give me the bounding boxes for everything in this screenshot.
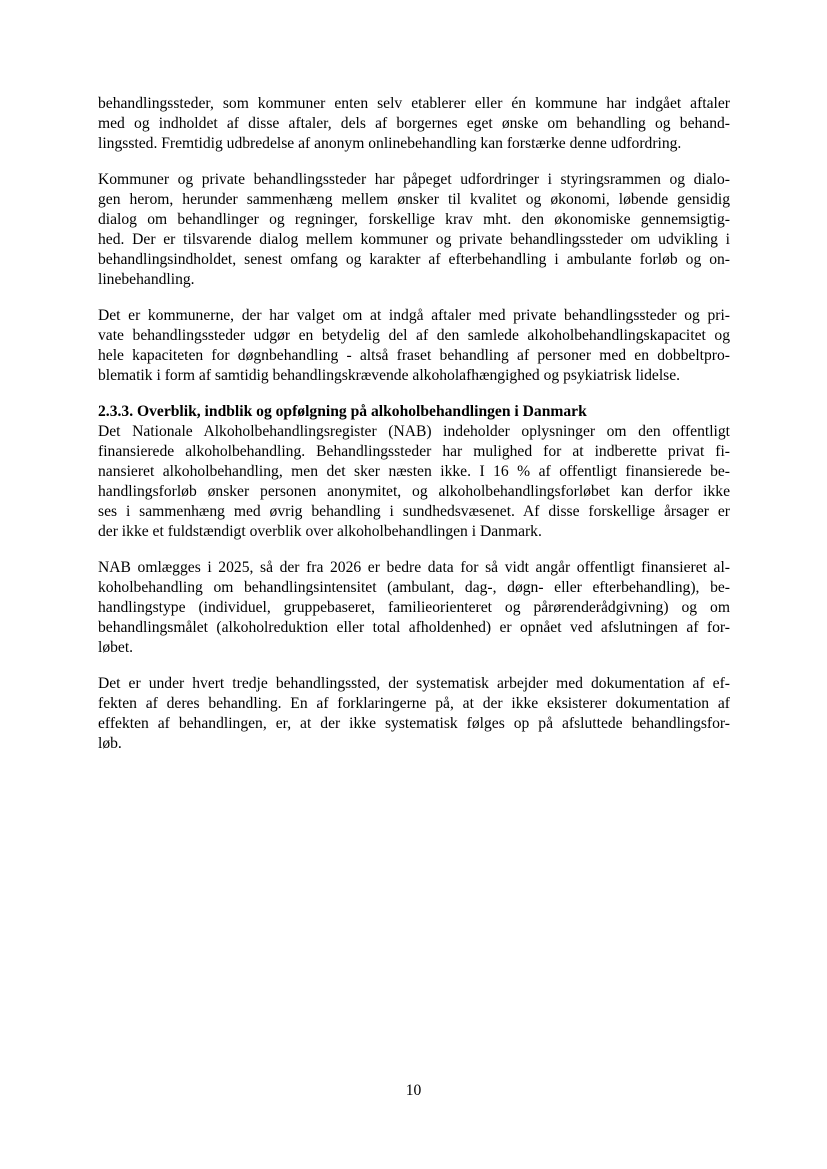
text-line: Det er under hvert tredje behandlingssted, der systematisk arbejder med dokumentation af ef- xyxy=(98,675,730,692)
paragraph-2 xyxy=(98,170,730,290)
text-line: handlingsforløb ønsker personen anonymitet, og alkoholbehandlingsforløbet kan derfor ikke xyxy=(98,483,730,500)
text-line: med og indholdet af disse aftaler, dels af borgernes eget ønske om behandling og behand- xyxy=(98,115,730,132)
text-line: fekten af deres behandling. En af forklaringerne på, at der ikke eksisterer dokumentation af xyxy=(98,695,730,712)
text-line: behandlingssteder, som kommuner enten selv etablerer eller én kommune har indgået aftaler xyxy=(98,95,730,112)
text-line: hele kapaciteten for døgnbehandling - altså fraset behandling af personer med en dobbeltpro- xyxy=(98,347,730,364)
text-line: Kommuner og private behandlingssteder har påpeget udfordringer i styringsrammen og dialo- xyxy=(98,171,730,188)
text-line: der ikke et fuldstændigt overblik over alkoholbehandlingen i Danmark. xyxy=(98,523,542,540)
text-line: lingssted. Fremtidig udbredelse af anonym onlinebehandling kan forstærke denne udfordring. xyxy=(98,135,682,152)
paragraph-1 xyxy=(98,94,730,154)
text-line: dialog om behandlinger og regninger, forskellige krav mht. den økonomiske gennemsigtig- xyxy=(98,211,730,228)
text-line: nansieret alkoholbehandling, men det sker næsten ikke. I 16 % af offentligt finansierede be- xyxy=(98,463,730,480)
text-line: effekten af behandlingen, er, at der ikke systematisk følges op på afsluttede behandlingsfor- xyxy=(98,715,730,732)
text-line: finansierede alkoholbehandling. Behandlingssteder har mulighed for at indberette privat fi- xyxy=(98,443,730,460)
body-text xyxy=(98,94,730,770)
page-number: 10 xyxy=(405,1082,422,1099)
text-line: linebehandling. xyxy=(98,271,195,288)
paragraph-3 xyxy=(98,306,730,386)
text-line: hed. Der er tilsvarende dialog mellem kommuner og private behandlingssteder om udvikling i xyxy=(98,231,730,248)
paragraph-5 xyxy=(98,558,730,658)
paragraph-6 xyxy=(98,674,730,754)
text-line: handlingstype (individuel, gruppebaseret, familieorienteret og pårørenderådgivning) og om xyxy=(98,599,730,616)
text-line: behandlingsindholdet, senest omfang og karakter af efterbehandling i ambulante forløb og on- xyxy=(98,251,730,268)
text-line: koholbehandling om behandlingsintensitet (ambulant, dag-, døgn- eller efterbehandling), be- xyxy=(98,579,730,596)
text-line: NAB omlægges i 2025, så der fra 2026 er bedre data for så vidt angår offentligt finansieret al- xyxy=(98,559,730,576)
text-line: Det er kommunerne, der har valget om at indgå aftaler med private behandlingssteder og pri- xyxy=(98,307,730,324)
text-line: vate behandlingssteder udgør en betydelig del af den samlede alkoholbehandlingskapacitet og xyxy=(98,327,730,344)
section-heading: 2.3.3. Overblik, indblik og opfølgning på alkoholbehandlingen i Danmark xyxy=(98,403,587,420)
text-line: behandlingsmålet (alkoholreduktion eller total afholdenhed) er opnået ved afslutningen af for- xyxy=(98,619,730,636)
section-2-3-3 xyxy=(98,402,730,542)
text-line: blematik i form af samtidig behandlingskrævende alkoholafhængighed og psykiatrisk lidelse. xyxy=(98,367,681,384)
text-line: Det Nationale Alkoholbehandlingsregister (NAB) indeholder oplysninger om den offentligt xyxy=(98,423,730,440)
text-line: ses i sammenhæng med øvrig behandling i sundhedsvæsenet. Af disse forskellige årsager er xyxy=(98,503,730,520)
text-line: løb. xyxy=(98,735,122,752)
text-line: løbet. xyxy=(98,639,134,656)
text-line: gen herom, herunder sammenhæng mellem ønsker til kvalitet og økonomi, løbende gensidig xyxy=(98,191,730,208)
